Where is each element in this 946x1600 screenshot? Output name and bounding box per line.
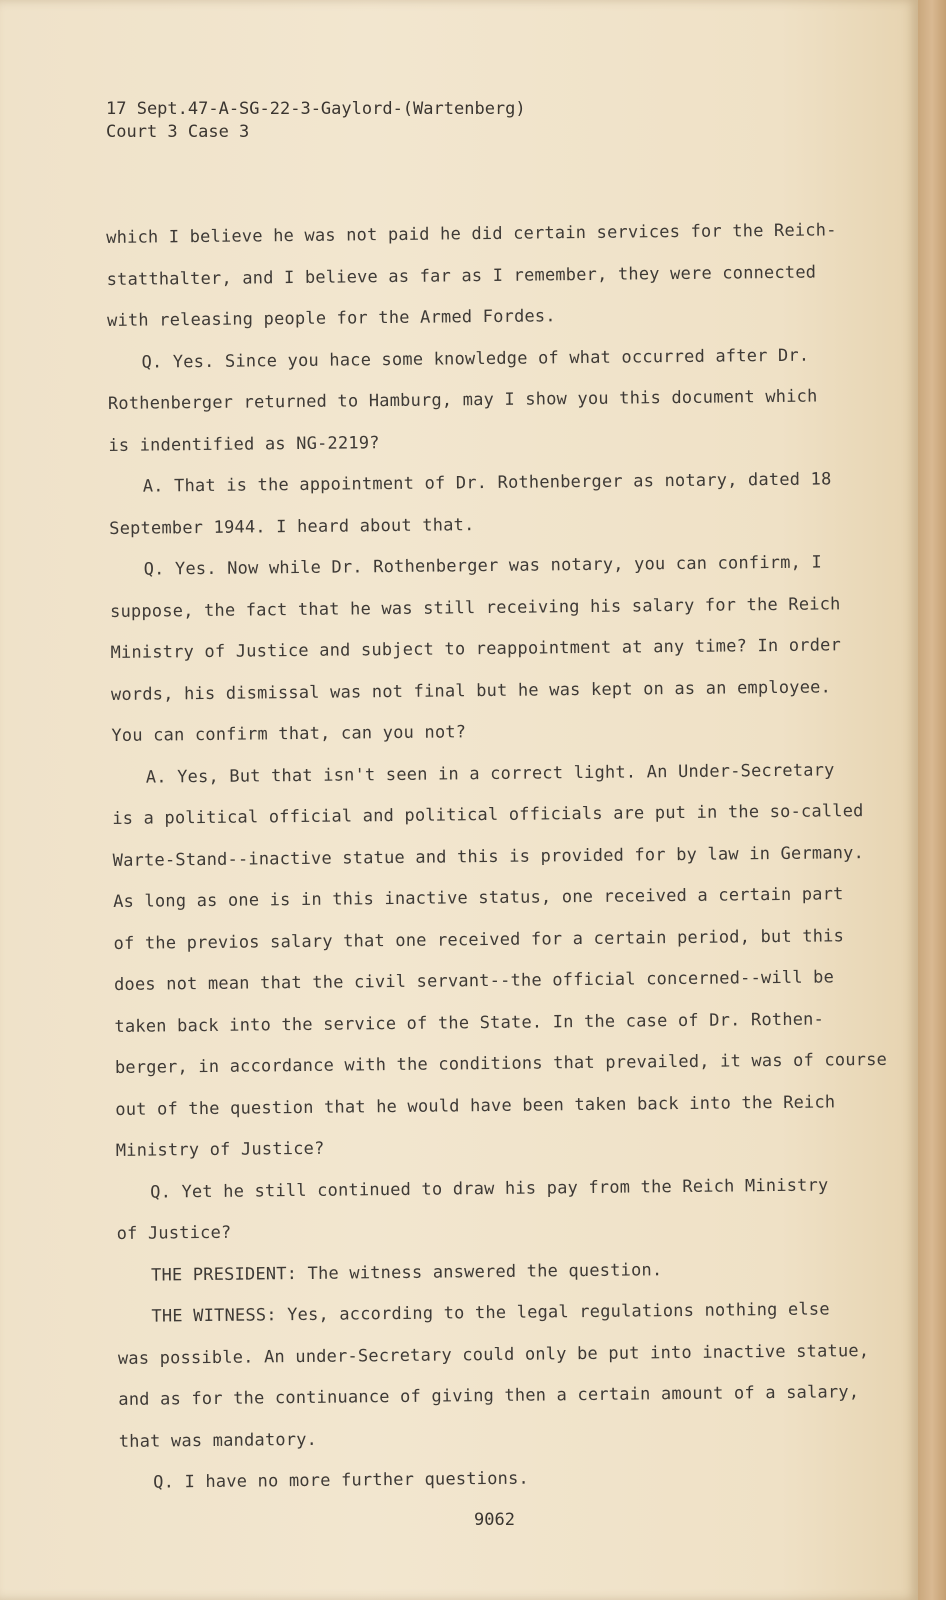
- transcript-line: which I believe he was not paid he did certain services for the Reich-: [106, 220, 837, 248]
- transcript-line: Rothenberger returned to Hamburg, may I show you this document which: [107, 386, 818, 414]
- transcript-line: of the previos salary that one received for a certain period, but this: [113, 925, 845, 954]
- page-number: 9062: [474, 1510, 515, 1530]
- transcript-line: Q. I have no more further questions.: [153, 1468, 529, 1493]
- transcript-line: statthalter, and I believe as far as I remember, they were connected: [106, 262, 817, 290]
- transcript-line: words, his dismissal was not final but he was kept on as an employee.: [110, 676, 832, 705]
- transcript-line: suppose, the fact that he was still receiving his salary for the Reich: [110, 593, 841, 622]
- paper-edge: [918, 0, 946, 1600]
- transcript-line: You can confirm that, can you not?: [111, 722, 467, 746]
- transcript-line: THE WITNESS: Yes, according to the legal regulations nothing else: [151, 1299, 830, 1327]
- transcript-line: does not mean that the civil servant--the official concerned--will be: [113, 967, 835, 995]
- transcript-line: of Justice?: [116, 1222, 232, 1244]
- transcript-line: Ministry of Justice?: [115, 1138, 325, 1161]
- transcript-line: Q. Yet he still continued to draw his pay from the Reich Ministry: [150, 1174, 829, 1203]
- transcript-line: is indentified as NG-2219?: [108, 432, 380, 456]
- transcript-line: Warte-Stand--inactive statue and this is provided for by law in Germany.: [112, 842, 865, 871]
- transcript-line: and as for the continuance of giving then a certain amount of a salary,: [118, 1382, 860, 1410]
- transcript-line: out of the question that he would have been taken back into the Reich: [115, 1091, 836, 1120]
- transcript-line: with releasing people for the Armed Fordes.: [106, 306, 556, 331]
- transcript-line: taken back into the service of the State. In the case of Dr. Rothen-: [114, 1009, 825, 1037]
- transcript-line: that was mandatory.: [118, 1429, 318, 1452]
- transcript-line: THE PRESIDENT: The witness answered the question.: [150, 1259, 663, 1286]
- transcript-line: September 1944. I heard about that.: [109, 514, 475, 539]
- transcript-line: Q. Yes. Since you hace some knowledge of what occurred after Dr.: [141, 345, 810, 373]
- header-line-2: Court 3 Case 3: [106, 122, 250, 142]
- header: [106, 98, 526, 144]
- transcript-body: [106, 210, 889, 1504]
- transcript-line: Ministry of Justice and subject to reappointment at any time? In order: [110, 635, 842, 663]
- transcript-line: Q. Yes. Now while Dr. Rothenberger was notary, you can confirm, I: [143, 552, 823, 580]
- transcript-line: A. Yes, But that isn't seen in a correct light. An Under-Secretary: [145, 759, 835, 788]
- transcript-line: As long as one is in this inactive status, one received a certain part: [113, 884, 844, 912]
- transcript-line: was possible. An under-Secretary could only be put into inactive statue,: [117, 1340, 870, 1369]
- transcript-line: is a political official and political officials are put in the so-called: [112, 801, 864, 829]
- transcript-line: berger, in accordance with the conditions that prevailed, it was of course: [114, 1049, 888, 1078]
- header-line-1: 17 Sept.47-A-SG-22-3-Gaylord-(Wartenberg): [106, 99, 526, 119]
- transcript-line: A. That is the appointment of Dr. Rothenberger as notary, dated 18: [142, 469, 832, 497]
